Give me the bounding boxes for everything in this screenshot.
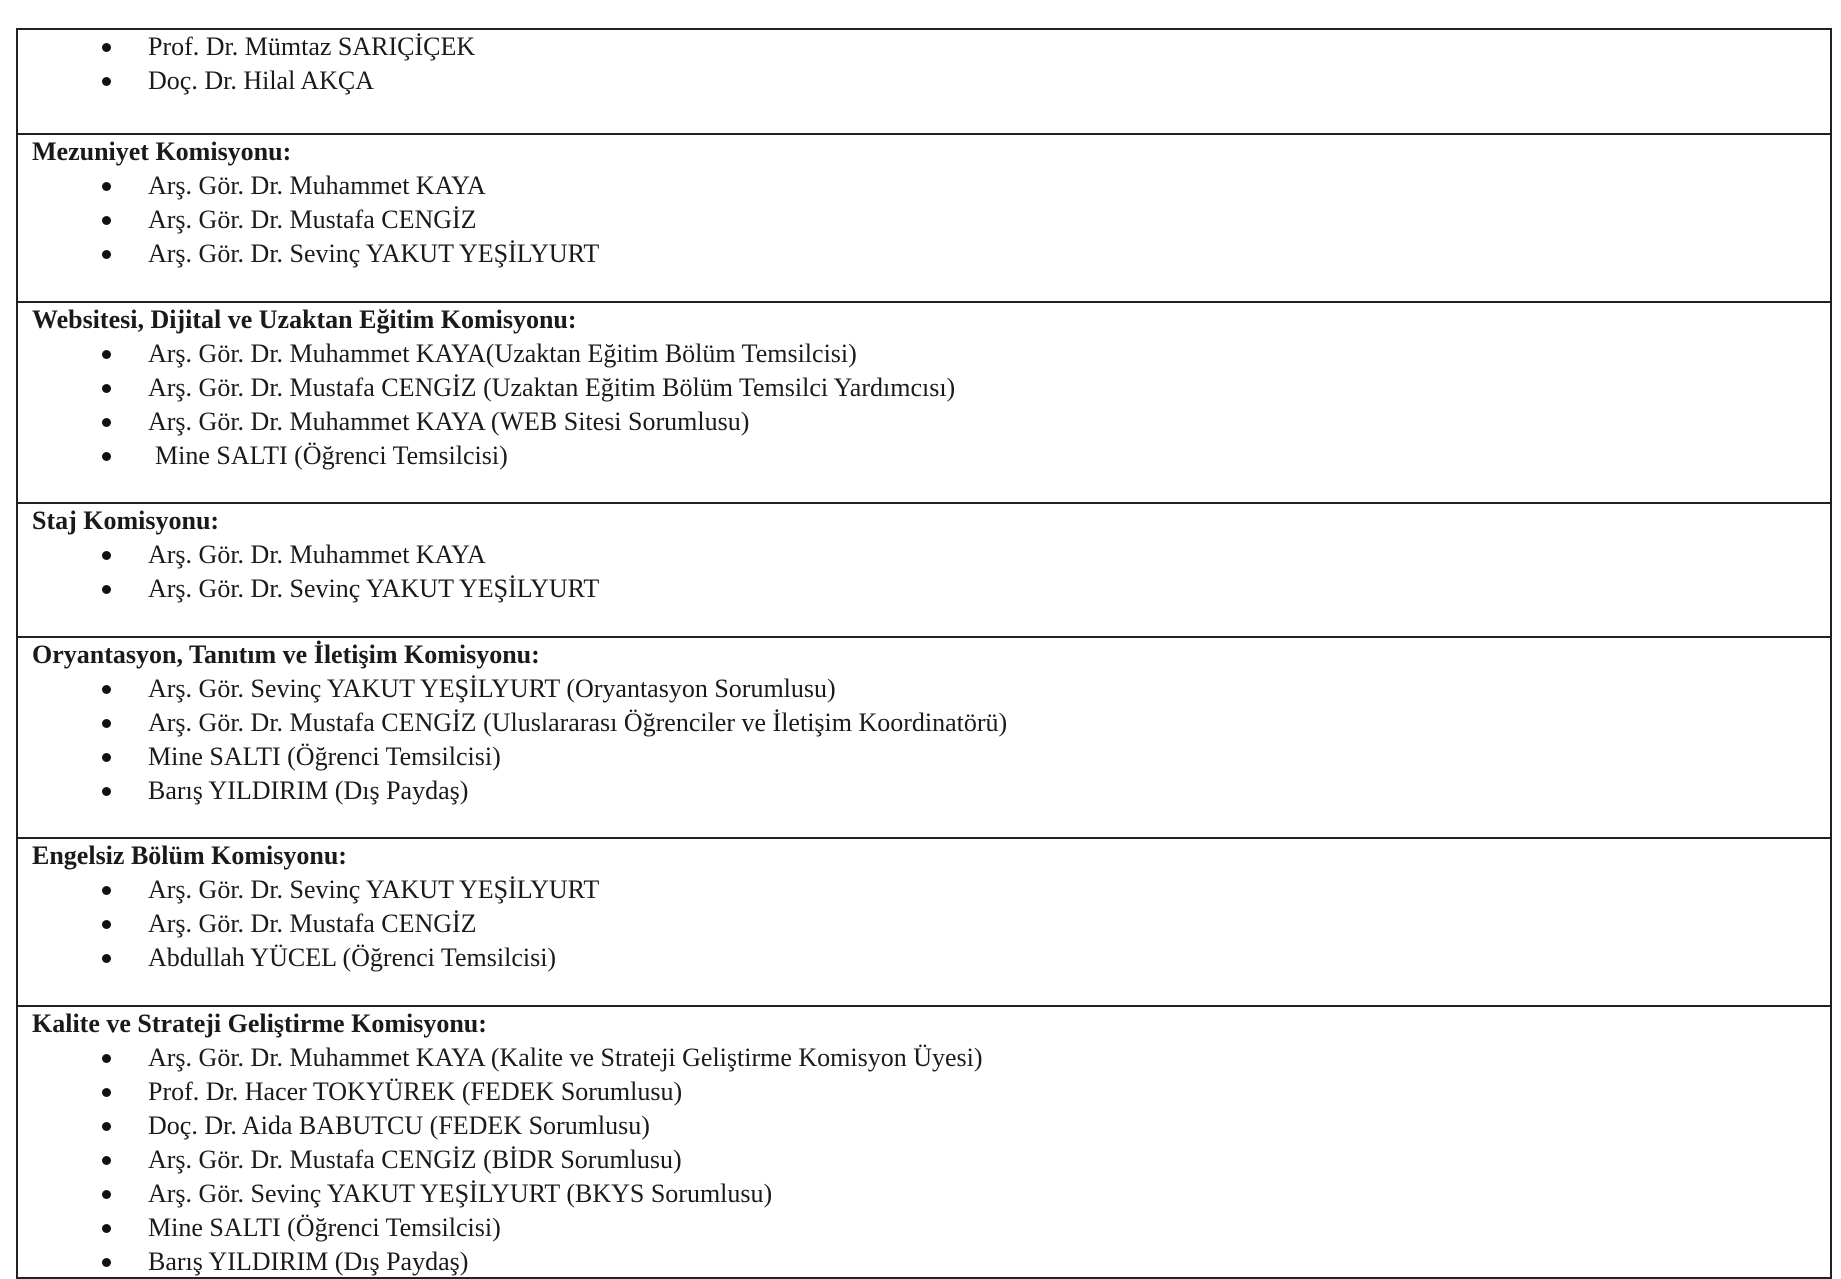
member-name: Arş. Gör. Dr. Mustafa CENGİZ (Uluslararası Öğrenciler ve İletişim Koordinatörü) <box>148 708 1008 737</box>
section-title: Staj Komisyonu: <box>32 506 220 535</box>
list-item <box>32 1177 1830 1211</box>
list-item <box>32 1041 1830 1075</box>
member-name: Arş. Gör. Sevinç YAKUT YEŞİLYURT (BKYS Sorumlusu) <box>148 1179 773 1208</box>
list-item <box>32 740 1830 774</box>
member-name: Arş. Gör. Dr. Muhammet KAYA(Uzaktan Eğitim Bölüm Temsilcisi) <box>148 339 857 368</box>
member-list <box>32 337 1830 473</box>
list-item <box>32 1245 1830 1279</box>
bullet-icon <box>102 1224 111 1233</box>
bullet-icon <box>102 1190 111 1199</box>
bullet-icon <box>102 250 111 259</box>
section-kalite <box>18 1005 1830 1277</box>
list-item <box>32 371 1830 405</box>
member-name: Barış YILDIRIM (Dış Paydaş) <box>148 776 469 805</box>
section-title: Mezuniyet Komisyonu: <box>32 137 292 166</box>
member-list <box>32 672 1830 808</box>
list-item <box>32 337 1830 371</box>
list-item <box>32 672 1830 706</box>
member-name: Arş. Gör. Dr. Muhammet KAYA <box>148 540 486 569</box>
list-item <box>32 941 1830 975</box>
bullet-icon <box>102 77 111 86</box>
section-websitesi <box>18 301 1830 502</box>
list-item <box>32 774 1830 808</box>
commission-table <box>16 28 1832 1279</box>
section-staj <box>18 502 1830 636</box>
bullet-icon <box>102 585 111 594</box>
list-item <box>32 405 1830 439</box>
member-name: Arş. Gör. Dr. Sevinç YAKUT YEŞİLYURT <box>148 875 600 904</box>
bullet-icon <box>102 43 111 52</box>
bullet-icon <box>102 1054 111 1063</box>
list-item <box>32 572 1830 606</box>
list-item <box>32 907 1830 941</box>
bullet-icon <box>102 350 111 359</box>
section-continuation <box>18 30 1830 133</box>
list-item <box>32 439 1830 473</box>
section-title: Engelsiz Bölüm Komisyonu: <box>32 841 347 870</box>
section-title: Oryantasyon, Tanıtım ve İletişim Komisyonu: <box>32 640 540 669</box>
bullet-icon <box>102 384 111 393</box>
bullet-icon <box>102 1258 111 1267</box>
member-name: Arş. Gör. Dr. Mustafa CENGİZ (BİDR Sorumlusu) <box>148 1145 682 1174</box>
bullet-icon <box>102 182 111 191</box>
member-name: Arş. Gör. Dr. Muhammet KAYA (WEB Sitesi Sorumlusu) <box>148 407 750 436</box>
bullet-icon <box>102 418 111 427</box>
member-name: Arş. Gör. Dr. Mustafa CENGİZ <box>148 205 477 234</box>
section-title: Websitesi, Dijital ve Uzaktan Eğitim Komisyonu: <box>32 305 577 334</box>
bullet-icon <box>102 1088 111 1097</box>
member-name: Doç. Dr. Aida BABUTCU (FEDEK Sorumlusu) <box>148 1111 650 1140</box>
member-name: Prof. Dr. Mümtaz SARIÇİÇEK <box>148 32 476 61</box>
member-name: Prof. Dr. Hacer TOKYÜREK (FEDEK Sorumlusu) <box>148 1077 683 1106</box>
bullet-icon <box>102 1122 111 1131</box>
member-name: Arş. Gör. Dr. Sevinç YAKUT YEŞİLYURT <box>148 574 600 603</box>
member-name: Doç. Dr. Hilal AKÇA <box>148 66 375 95</box>
bullet-icon <box>102 452 111 461</box>
list-item <box>32 538 1830 572</box>
list-item <box>32 169 1830 203</box>
bullet-icon <box>102 886 111 895</box>
member-name: Arş. Gör. Dr. Muhammet KAYA (Kalite ve Strateji Geliştirme Komisyon Üyesi) <box>148 1043 983 1072</box>
member-list <box>32 30 1830 98</box>
bullet-icon <box>102 216 111 225</box>
bullet-icon <box>102 920 111 929</box>
bullet-icon <box>102 719 111 728</box>
list-item <box>32 1143 1830 1177</box>
member-name: Arş. Gör. Dr. Muhammet KAYA <box>148 171 486 200</box>
list-item <box>32 1109 1830 1143</box>
bullet-icon <box>102 685 111 694</box>
member-name: Barış YILDIRIM (Dış Paydaş) <box>148 1247 469 1276</box>
member-name: Arş. Gör. Dr. Sevinç YAKUT YEŞİLYURT <box>148 239 600 268</box>
member-name: Abdullah YÜCEL (Öğrenci Temsilcisi) <box>148 943 557 972</box>
list-item <box>32 1211 1830 1245</box>
member-list <box>32 1041 1830 1279</box>
member-name: Arş. Gör. Sevinç YAKUT YEŞİLYURT (Oryantasyon Sorumlusu) <box>148 674 836 703</box>
list-item <box>32 706 1830 740</box>
section-mezuniyet <box>18 133 1830 301</box>
member-name: Mine SALTI (Öğrenci Temsilcisi) <box>155 441 508 470</box>
member-list <box>32 169 1830 271</box>
list-item <box>32 30 1830 64</box>
member-name: Arş. Gör. Dr. Mustafa CENGİZ <box>148 909 477 938</box>
list-item <box>32 64 1830 98</box>
bullet-icon <box>102 753 111 762</box>
member-name: Mine SALTI (Öğrenci Temsilcisi) <box>148 1213 501 1242</box>
section-oryantasyon <box>18 636 1830 837</box>
list-item <box>32 1075 1830 1109</box>
list-item <box>32 237 1830 271</box>
list-item <box>32 873 1830 907</box>
bullet-icon <box>102 551 111 560</box>
bullet-icon <box>102 954 111 963</box>
bullet-icon <box>102 787 111 796</box>
section-title: Kalite ve Strateji Geliştirme Komisyonu: <box>32 1009 487 1038</box>
bullet-icon <box>102 1156 111 1165</box>
list-item <box>32 203 1830 237</box>
member-name: Arş. Gör. Dr. Mustafa CENGİZ (Uzaktan Eğitim Bölüm Temsilci Yardımcısı) <box>148 373 956 402</box>
section-engelsiz <box>18 837 1830 1005</box>
member-name: Mine SALTI (Öğrenci Temsilcisi) <box>148 742 501 771</box>
member-list <box>32 873 1830 975</box>
member-list <box>32 538 1830 606</box>
